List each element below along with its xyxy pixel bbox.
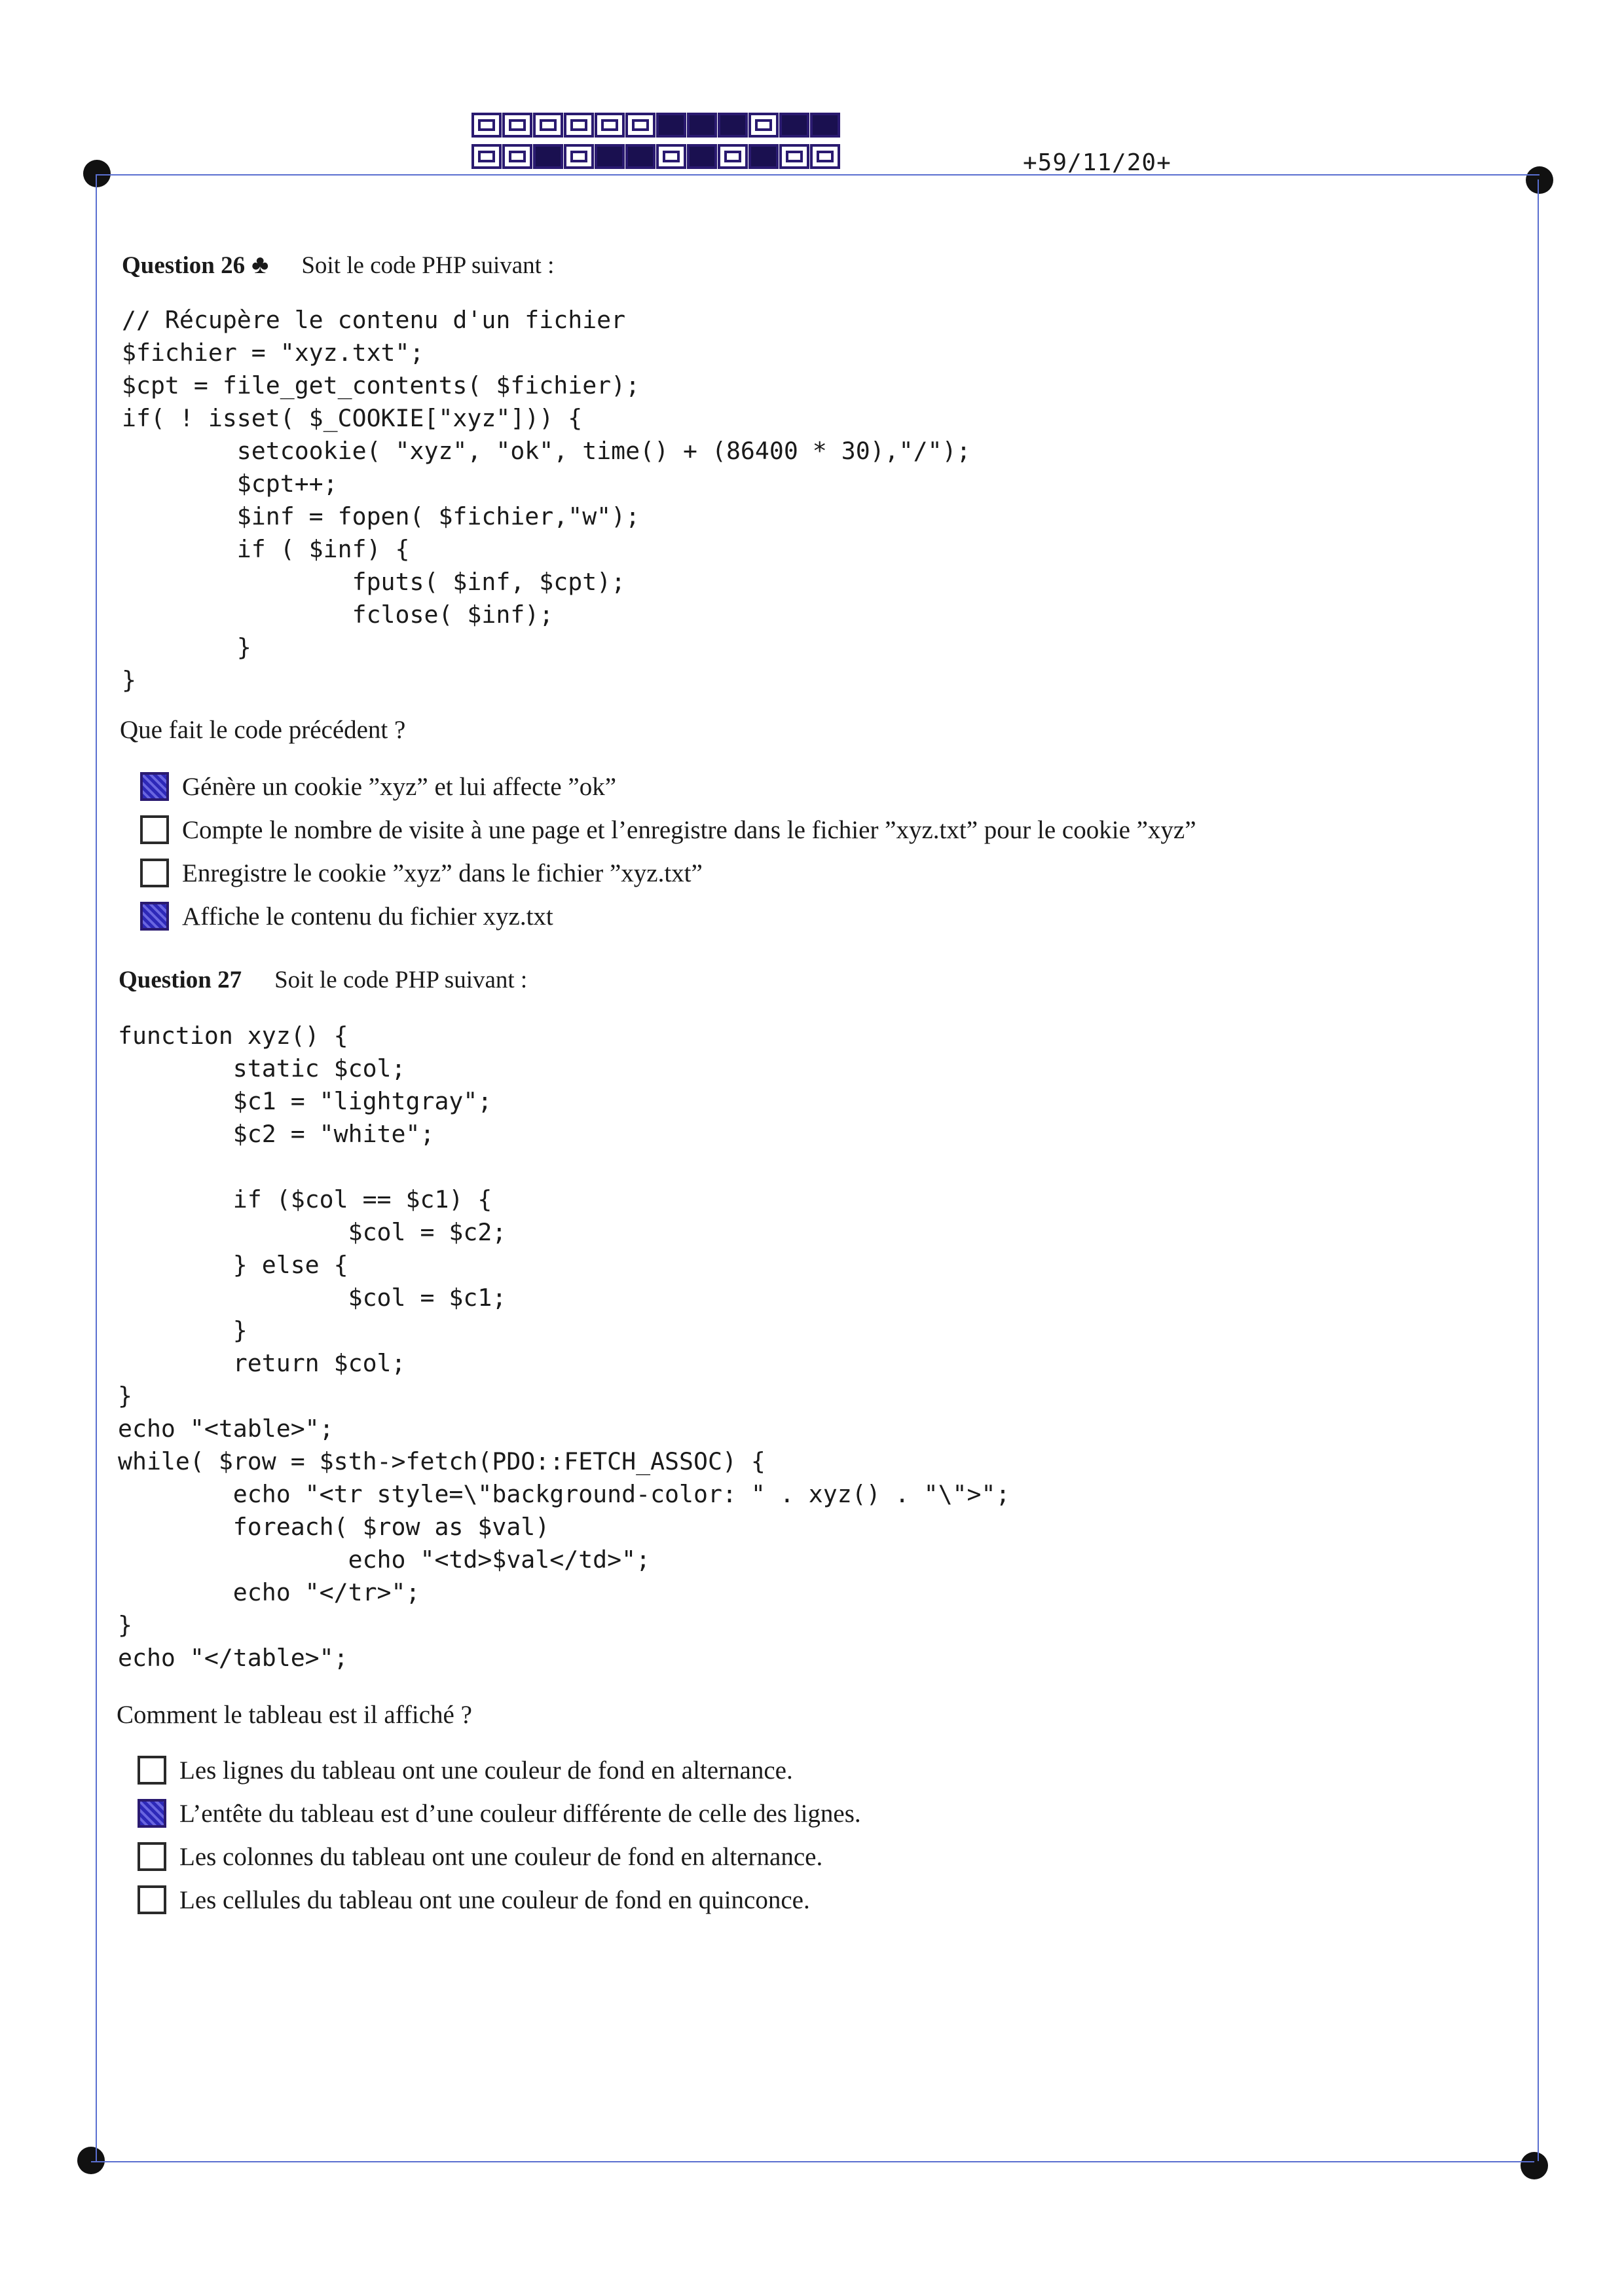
q27-title [119, 966, 527, 994]
answer-text: Enregistre le cookie ”xyz” dans le fichier ”xyz.txt” [182, 859, 703, 887]
q26-title [122, 249, 554, 280]
q26-answer-list [140, 765, 1196, 938]
barcode-bottom [471, 144, 841, 169]
barcode-bit [502, 144, 532, 169]
q27-answer-1 [138, 1749, 861, 1792]
barcode-bit [564, 113, 594, 138]
barcode-bit [471, 113, 502, 138]
barcode-bit [595, 144, 625, 169]
barcode-bit [810, 144, 840, 169]
barcode-bit [748, 113, 779, 138]
checkbox-checked[interactable] [140, 772, 169, 801]
barcode-bit [748, 144, 779, 169]
q27-code-block: function xyz() { static $col; $c1 = "lightgray"; $c2 = "white"; if ($col == $c1) { $col = $c2; } else { $col = $c1; } return $col; } echo "<table>"; while( $row = $sth->fetch(PDO::FETCH_ASSOC) { echo "<tr style=\"background-color: " . xyz() . "\">"; foreach( $row as $val) echo "<td>$val</td>"; echo "</tr>"; } echo "</table>"; [118, 1022, 1010, 1672]
checkbox[interactable] [138, 1842, 166, 1871]
checkbox[interactable] [138, 1885, 166, 1914]
corner-mark-bottom-right [1521, 2152, 1548, 2179]
barcode-bit [564, 144, 594, 169]
frame-top [97, 174, 1540, 176]
corner-mark-bottom-left [77, 2147, 105, 2174]
q27-answer-4 [138, 1878, 861, 1921]
barcode-bit [533, 144, 563, 169]
q26-answer-4 [140, 895, 1196, 938]
corner-mark-top-left [83, 160, 111, 187]
barcode-bit [718, 113, 748, 138]
q27-answer-3 [138, 1835, 861, 1878]
barcode-bit [471, 144, 502, 169]
sheet-code: +59/11/20+ [1023, 149, 1172, 176]
q27-answer-list [138, 1749, 861, 1921]
answer-text: Compte le nombre de visite à une page et l’enregistre dans le fichier ”xyz.txt” pour le cookie ”xyz” [182, 815, 1196, 844]
barcode-bit [779, 113, 809, 138]
barcode-bit [656, 113, 686, 138]
barcode-bit [779, 144, 809, 169]
q26-answer-3 [140, 851, 1196, 895]
q26-label: Question 26 ♣ [122, 250, 269, 279]
q26-code-block: // Récupère le contenu d'un fichier $fichier = "xyz.txt"; $cpt = file_get_contents( $fichier); if( ! isset( $_COOKIE["xyz"])) { setcookie( "xyz", "ok", time() + (86400 * 30),"/"); $cpt++; $inf = fopen( $fichier,"w"); if ( $inf) { fputs( $inf, $cpt); fclose( $inf); } } [122, 306, 971, 694]
answer-text: Génère un cookie ”xyz” et lui affecte ”ok” [182, 772, 616, 801]
q27-question: Comment le tableau est il affiché ? [117, 1701, 472, 1729]
q26-intro: Soit le code PHP suivant : [301, 252, 555, 279]
barcode-bit [533, 113, 563, 138]
answer-text: Affiche le contenu du fichier xyz.txt [182, 902, 553, 931]
barcode-bit [656, 144, 686, 169]
frame-right [1538, 179, 1539, 2161]
q27-intro: Soit le code PHP suivant : [274, 967, 528, 993]
barcode-bit [810, 113, 840, 138]
q26-answer-1 [140, 765, 1196, 808]
checkbox[interactable] [140, 815, 169, 844]
barcode-top [471, 113, 841, 138]
frame-left [96, 174, 97, 2161]
barcode-bit [625, 144, 655, 169]
answer-text: Les colonnes du tableau ont une couleur de fond en alternance. [179, 1842, 823, 1871]
answer-text: Les lignes du tableau ont une couleur de fond en alternance. [179, 1756, 793, 1785]
answer-text: Les cellules du tableau ont une couleur de fond en quinconce. [179, 1885, 810, 1914]
q26-answer-2 [140, 808, 1196, 851]
checkbox[interactable] [138, 1756, 166, 1785]
barcode-bit [687, 113, 717, 138]
answer-text: L’entête du tableau est d’une couleur différente de celle des lignes. [179, 1799, 861, 1828]
q27-label: Question 27 [119, 967, 242, 993]
q26-question: Que fait le code précédent ? [120, 716, 406, 744]
frame-bottom [91, 2161, 1534, 2162]
barcode-bit [687, 144, 717, 169]
q27-answer-2 [138, 1792, 861, 1835]
barcode-bit [718, 144, 748, 169]
barcode-bit [625, 113, 655, 138]
checkbox[interactable] [140, 859, 169, 887]
club-icon: ♣ [251, 250, 269, 279]
corner-mark-top-right [1526, 166, 1553, 194]
barcode-bit [595, 113, 625, 138]
checkbox-checked[interactable] [138, 1799, 166, 1828]
barcode-bit [502, 113, 532, 138]
checkbox-checked[interactable] [140, 902, 169, 931]
